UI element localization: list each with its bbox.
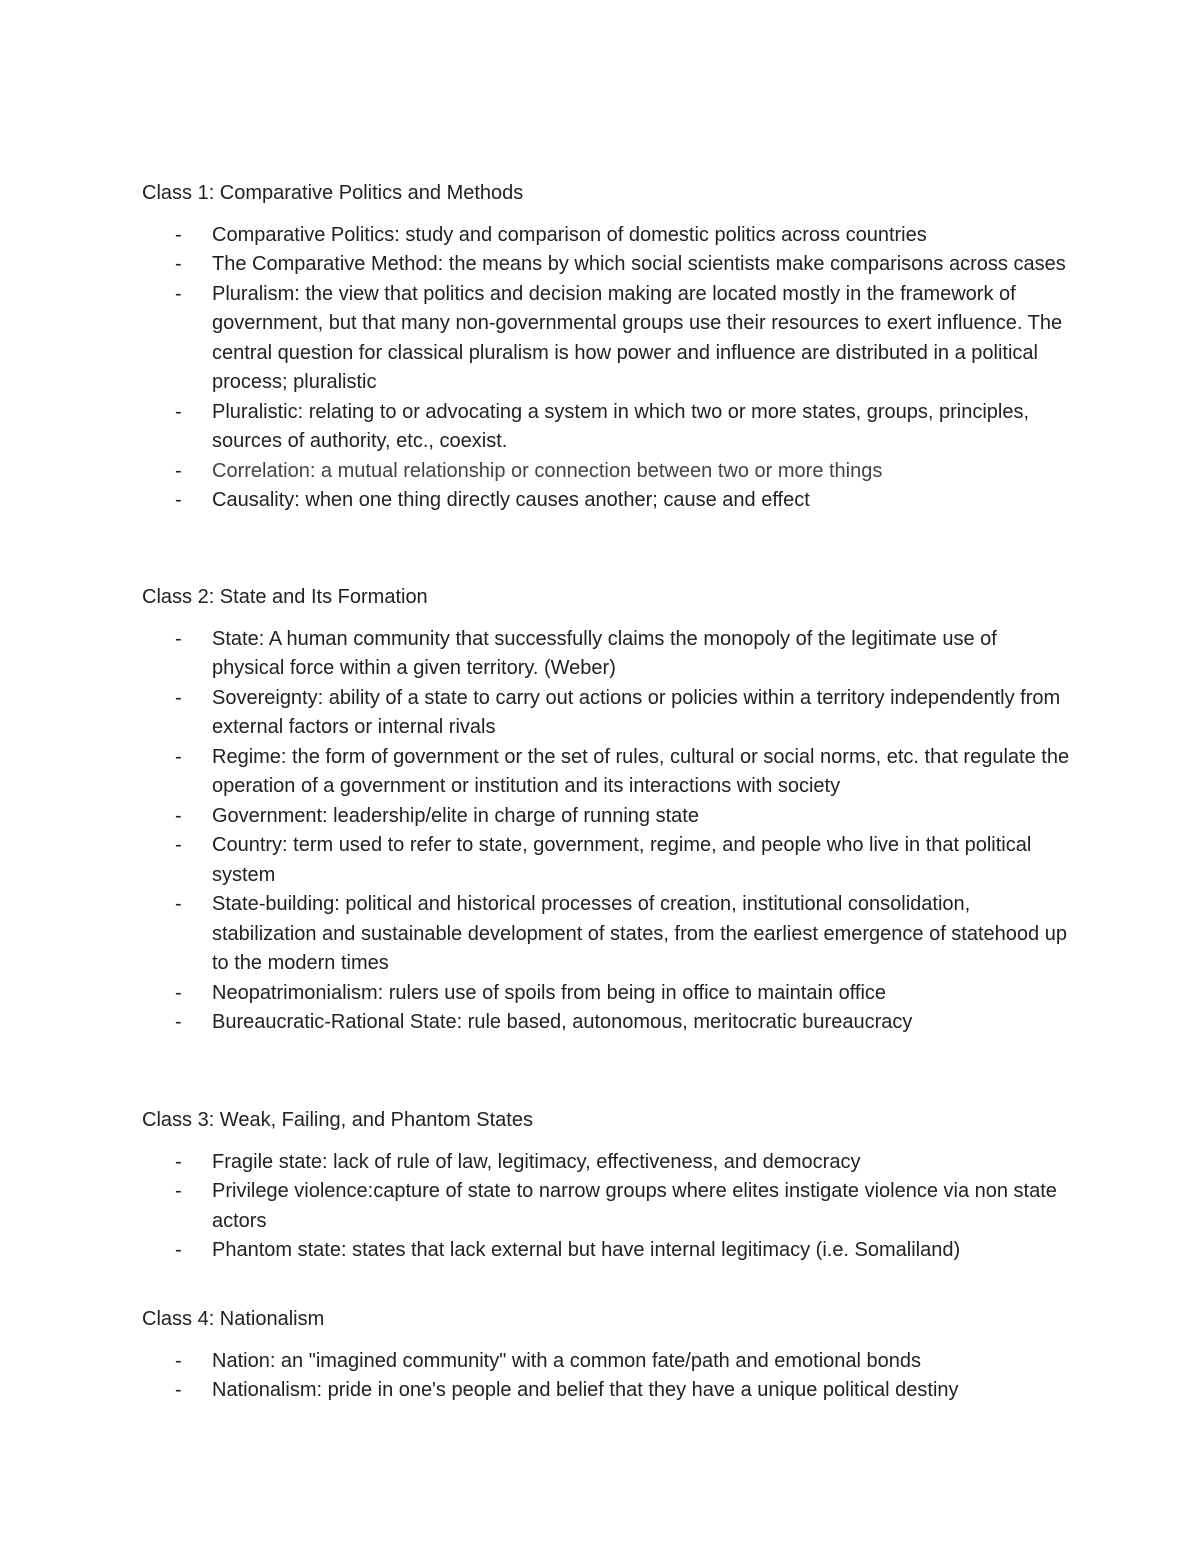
- list-item: [142, 221, 1072, 251]
- list-item-text: State-building: political and historical processes of creation, institutional consolidation, stabilization and sustainable development of states, from the earliest emergence of statehood up to the modern times: [212, 893, 1067, 974]
- list-item-text: Government: leadership/elite in charge of running state: [212, 804, 699, 827]
- bullet-list: [142, 1148, 1072, 1266]
- section-class-1: [142, 179, 1072, 516]
- list-item: [142, 890, 1072, 979]
- bullet-marker: -: [175, 459, 182, 482]
- bullet-marker: -: [175, 804, 182, 827]
- list-item-text: Nationalism: pride in one's people and belief that they have a unique political destiny: [212, 1379, 959, 1401]
- section-class-2: [142, 583, 1072, 1038]
- section-heading: Class 1: Comparative Politics and Methods: [142, 182, 524, 204]
- list-item: [142, 831, 1072, 890]
- bullet-marker: -: [175, 1180, 182, 1202]
- bullet-marker: -: [175, 282, 182, 305]
- list-item: [142, 1347, 1072, 1377]
- list-item-text: Bureaucratic-Rational State: rule based, autonomous, meritocratic bureaucracy: [212, 1011, 913, 1033]
- list-item-text: Correlation: a mutual relationship or connection between two or more things: [212, 459, 883, 482]
- list-item-text: Phantom state: states that lack external but have internal legitimacy (i.e. Somaliland): [212, 1239, 961, 1261]
- list-item-text: Pluralistic: relating to or advocating a system in which two or more states, groups, principles, sources of authority, etc., coexist.: [212, 400, 1030, 452]
- list-item-text: Comparative Politics: study and comparison of domestic politics across countries: [212, 223, 927, 246]
- bullet-marker: -: [175, 1150, 182, 1173]
- bullet-marker: -: [175, 745, 182, 768]
- list-item: [142, 280, 1072, 398]
- list-item: [142, 398, 1072, 457]
- bullet-marker: -: [175, 223, 182, 246]
- list-item-text: Fragile state: lack of rule of law, legitimacy, effectiveness, and democracy: [212, 1150, 861, 1173]
- list-item-text: Country: term used to refer to state, government, regime, and people who live in that political system: [212, 834, 1032, 886]
- bullet-marker: -: [175, 834, 182, 856]
- section-heading: Class 3: Weak, Failing, and Phantom States: [142, 1109, 533, 1131]
- list-item: [142, 1148, 1072, 1178]
- bullet-marker: -: [175, 1011, 182, 1033]
- list-item: [142, 625, 1072, 684]
- list-item-text: The Comparative Method: the means by which social scientists make comparisons across cases: [212, 253, 1066, 275]
- list-item: [142, 684, 1072, 743]
- list-item-text: Causality: when one thing directly causes another; cause and effect: [212, 489, 810, 511]
- bullet-marker: -: [175, 627, 182, 650]
- bullet-marker: -: [175, 253, 182, 275]
- list-item-text: Regime: the form of government or the set of rules, cultural or social norms, etc. that regulate the operation of a government or institution and its interactions with society: [212, 745, 1070, 797]
- list-item-text: Pluralism: the view that politics and decision making are located mostly in the framework of government, but that many non-governmental groups use their resources to exert influence. The central question for classical pluralism is how power and influence are distributed in a political process; pluralistic: [212, 282, 1063, 393]
- bullet-list: [142, 625, 1072, 1038]
- bullet-marker: -: [175, 1379, 182, 1401]
- section-class-3: [142, 1106, 1072, 1266]
- list-item: [142, 1177, 1072, 1236]
- list-item: [142, 743, 1072, 802]
- bullet-marker: -: [175, 893, 182, 915]
- section-heading: Class 4: Nationalism: [142, 1308, 325, 1330]
- list-item-text: Sovereignty: ability of a state to carry out actions or policies within a territory independently from external factors or internal rivals: [212, 686, 1061, 738]
- bullet-marker: -: [175, 489, 182, 511]
- list-item: [142, 250, 1072, 280]
- section-class-4: [142, 1305, 1072, 1406]
- list-item: [142, 979, 1072, 1009]
- bullet-list: [142, 221, 1072, 516]
- list-item: [142, 457, 1072, 487]
- bullet-marker: -: [175, 1349, 182, 1372]
- list-item: [142, 1008, 1072, 1038]
- section-heading: Class 2: State and Its Formation: [142, 586, 428, 608]
- list-item-text: State: A human community that successfully claims the monopoly of the legitimate use of physical force within a given territory. (Weber): [212, 627, 997, 679]
- list-item-text: Neopatrimonialism: rulers use of spoils from being in office to maintain office: [212, 981, 887, 1004]
- bullet-marker: -: [175, 1239, 182, 1261]
- list-item: [142, 486, 1072, 516]
- list-item-text: Nation: an "imagined community" with a common fate/path and emotional bonds: [212, 1349, 922, 1372]
- bullet-marker: -: [175, 400, 182, 423]
- list-item: [142, 802, 1072, 832]
- list-item-text: Privilege violence:capture of state to narrow groups where elites instigate violence via non state actors: [212, 1180, 1057, 1232]
- bullet-list: [142, 1347, 1072, 1406]
- bullet-marker: -: [175, 686, 182, 709]
- list-item: [142, 1376, 1072, 1406]
- list-item: [142, 1236, 1072, 1266]
- bullet-marker: -: [175, 981, 182, 1004]
